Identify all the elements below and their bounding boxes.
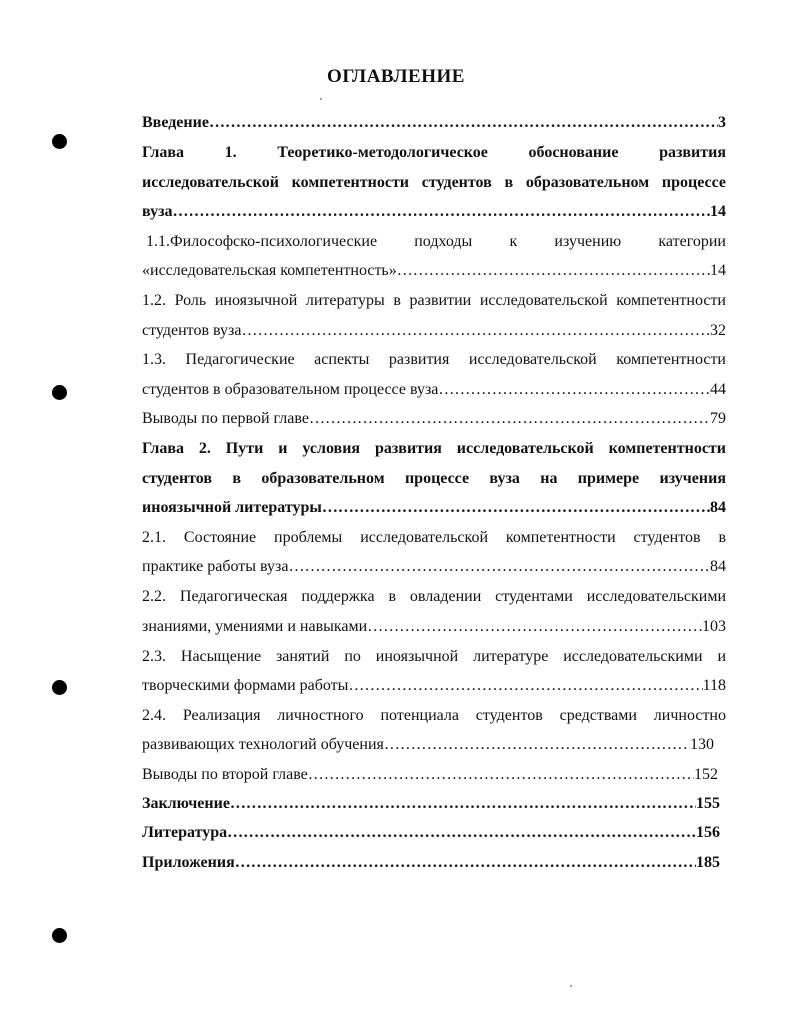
toc-entry-conclusion[interactable]	[142, 793, 720, 815]
toc-entry-title: знаниями, умениями и навыками	[142, 618, 368, 635]
toc-page-number: 130	[690, 736, 714, 753]
toc-entry-title: «исследовательская компетентность»	[142, 262, 397, 279]
page-title: ОГЛАВЛЕНИЕ	[327, 66, 465, 87]
toc-leader-dots	[288, 556, 710, 578]
toc-page-number: 44	[710, 381, 726, 398]
toc-page-number: 152	[694, 766, 718, 783]
toc-section-1-2-line-1[interactable]: 1.2. Роль иноязычной литературы в развитии исследовательской компетентности	[142, 292, 726, 309]
toc-leader-dots	[367, 616, 702, 638]
toc-section-2-4-line-2[interactable]	[142, 734, 714, 756]
toc-leader-dots	[230, 793, 696, 815]
toc-leader-dots	[322, 497, 710, 519]
toc-page-number: 156	[696, 824, 720, 841]
toc-entry-title: вуза	[142, 203, 173, 220]
toc-entry-conclusions-2[interactable]	[142, 764, 718, 786]
toc-page-number: 79	[710, 410, 726, 427]
toc-leader-dots	[384, 734, 690, 756]
toc-page-number: 14	[710, 203, 726, 220]
toc-leader-dots	[241, 320, 710, 342]
binder-hole	[52, 134, 67, 149]
toc-section-1-1-line-1[interactable]: 1.1.Философско-психологические подходы к изучению категории	[146, 233, 726, 250]
toc-entry-title: творческими формами работы	[142, 677, 349, 694]
toc-entry-title: иноязычной литературы	[142, 499, 322, 516]
binder-hole	[52, 385, 67, 400]
toc-section-2-2-line-2[interactable]	[142, 616, 726, 638]
toc-chapter-1-line-2[interactable]: исследовательской компетентности студентов в образовательном процессе	[142, 174, 726, 191]
toc-section-2-2-line-1[interactable]: 2.2. Педагогическая поддержка в овладении студентами исследовательскими	[142, 588, 726, 605]
toc-section-2-1-line-1[interactable]: 2.1. Состояние проблемы исследовательской компетентности студентов в	[142, 529, 726, 546]
toc-chapter-2-line-3[interactable]	[142, 497, 726, 519]
toc-page-number: 84	[710, 499, 726, 516]
toc-chapter-1-line-3[interactable]	[142, 201, 726, 223]
toc-page-number: 32	[710, 322, 726, 339]
toc-leader-dots	[309, 408, 710, 430]
toc-entry-title: студентов в образовательном процессе вуза	[142, 381, 439, 398]
toc-leader-dots	[438, 379, 710, 401]
toc-section-2-3-line-2[interactable]	[142, 675, 726, 697]
toc-page-number: 185	[696, 854, 720, 871]
toc-entry-title: Заключение	[142, 795, 230, 812]
toc-leader-dots	[209, 112, 718, 134]
binder-hole	[52, 928, 67, 943]
toc-chapter-2-line-1[interactable]: Глава 2. Пути и условия развития исследовательской компетентности	[142, 440, 726, 457]
toc-page-number: 14	[710, 262, 726, 279]
toc-leader-dots	[173, 201, 710, 223]
toc-section-1-3-line-2[interactable]	[142, 379, 726, 401]
binder-hole	[52, 680, 67, 695]
toc-section-2-1-line-2[interactable]	[142, 556, 726, 578]
toc-entry-title: Введение	[142, 114, 209, 131]
toc-chapter-2-line-2[interactable]: студентов в образовательном процессе вуза на примере изучения	[142, 470, 726, 487]
scan-speck	[570, 985, 572, 987]
toc-section-1-2-line-2[interactable]	[142, 320, 726, 342]
toc-entry-title: Выводы по второй главе	[142, 766, 308, 783]
toc-page-number: 3	[718, 114, 726, 131]
toc-entry-title: Литература	[142, 824, 228, 841]
toc-leader-dots	[397, 260, 710, 282]
toc-page-number: 118	[702, 677, 726, 694]
toc-entry-intro[interactable]	[142, 112, 726, 134]
toc-page-number: 103	[702, 618, 726, 635]
toc-chapter-1-line-1[interactable]: Глава 1. Теоретико-методологическое обоснование развития	[142, 144, 726, 161]
toc-section-2-3-line-1[interactable]: 2.3. Насыщение занятий по иноязычной литературе исследовательскими и	[142, 648, 726, 665]
toc-entry-appendix[interactable]	[142, 852, 720, 874]
toc-page-number: 155	[696, 795, 720, 812]
toc-entry-title: практике работы вуза	[142, 558, 289, 575]
toc-section-1-1-line-2[interactable]	[142, 260, 726, 282]
toc-leader-dots	[348, 675, 702, 697]
scan-speck	[320, 98, 322, 100]
toc-leader-dots	[235, 852, 696, 874]
toc-entry-title: Приложения	[142, 854, 235, 871]
toc-leader-dots	[308, 764, 694, 786]
toc-entry-title: развивающих технологий обучения	[142, 736, 384, 753]
toc-section-1-3-line-1[interactable]: 1.3. Педагогические аспекты развития исследовательской компетентности	[142, 351, 726, 368]
toc-entry-conclusions-1[interactable]	[142, 408, 726, 430]
toc-section-2-4-line-1[interactable]: 2.4. Реализация личностного потенциала студентов средствами личностно	[142, 707, 726, 724]
toc-entry-title: Выводы по первой главе	[142, 410, 309, 427]
toc-entry-literature[interactable]	[142, 822, 720, 844]
toc-leader-dots	[227, 822, 696, 844]
toc-page-number: 84	[710, 558, 726, 575]
toc-entry-title: студентов вуза	[142, 322, 242, 339]
